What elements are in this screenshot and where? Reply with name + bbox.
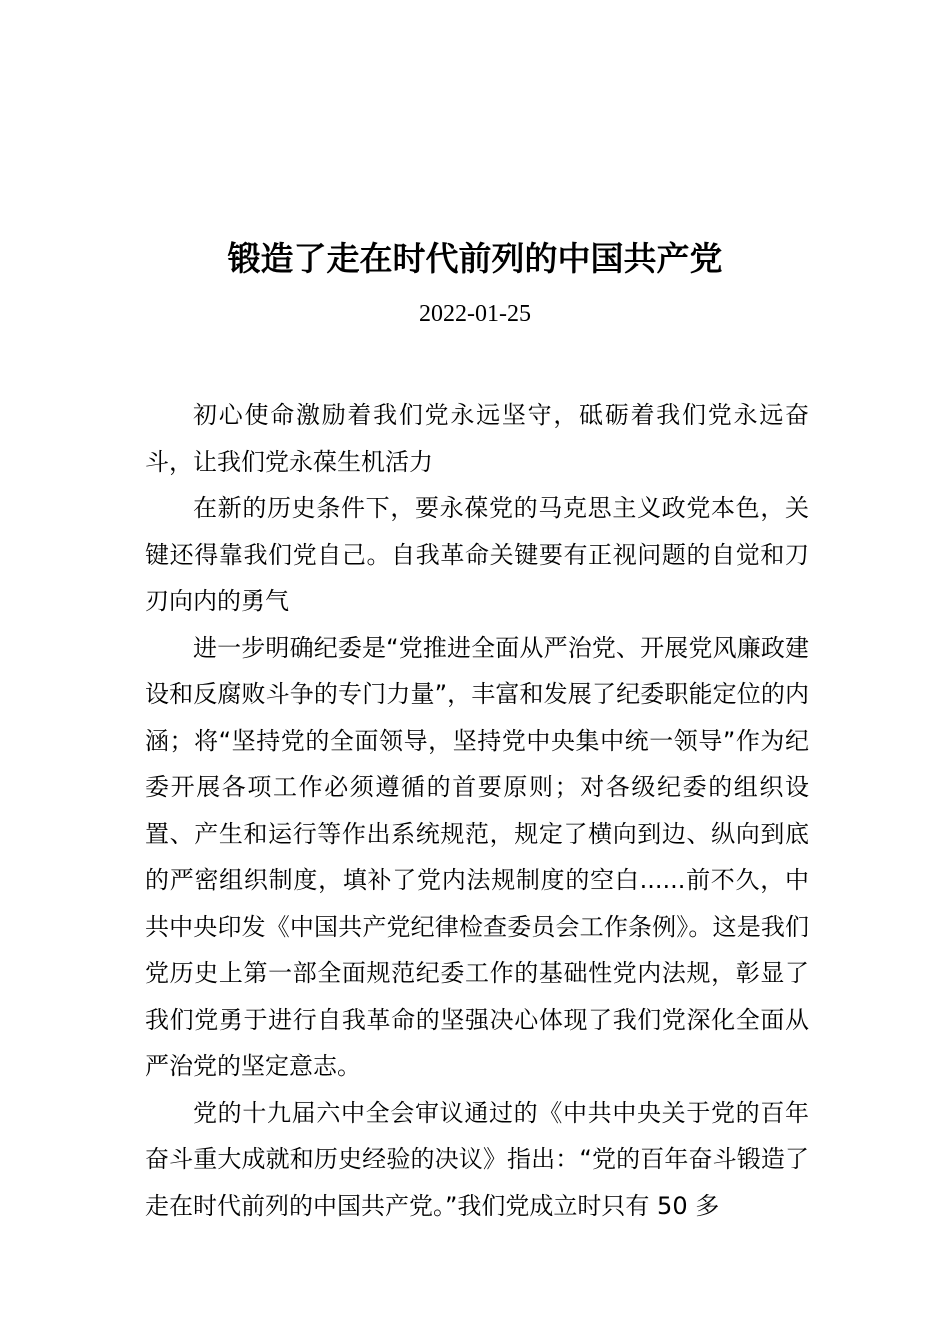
body-paragraph: 初心使命激励着我们党永远坚守，砥砺着我们党永远奋斗，让我们党永葆生机活力 — [145, 401, 809, 476]
body-paragraph: 党的十九届六中全会审议通过的《中共中央关于党的百年奋斗重大成就和历史经验的决议》指出：“党的百年奋斗锻造了走在时代前列的中国共产党。”我们党成立时只有 50 多 — [145, 1098, 809, 1220]
body-paragraph: 在新的历史条件下，要永葆党的马克思主义政党本色，关键还得靠我们党自己。自我革命关键要有正视问题的自觉和刀刃向内的勇气 — [145, 494, 809, 615]
article-date: 2022-01-25 — [419, 301, 531, 327]
body-paragraph: 进一步明确纪委是“党推进全面从严治党、开展党风廉政建设和反腐败斗争的专门力量”，丰富和发展了纪委职能定位的内涵；将“坚持党的全面领导，坚持党中央集中统一领导”作为纪委开展各项工作必须遵循的首要原则；对各级纪委的组织设置、产生和运行等作出系统规范，规定了横向到边、纵向到底的严密组织制度，填补了党内法规制度的空白......前不久，中共中央印发《中国共产党纪律检查委员会工作条例》。这是我们党历史上第一部全面规范纪委工作的基础性党内法规，彰显了我们党勇于进行自我革命的坚强决心体现了我们党深化全面从严治党的坚定意志。 — [145, 633, 809, 1080]
article-title: 锻造了走在时代前列的中国共产党 — [227, 239, 723, 278]
article-body — [145, 392, 809, 1229]
